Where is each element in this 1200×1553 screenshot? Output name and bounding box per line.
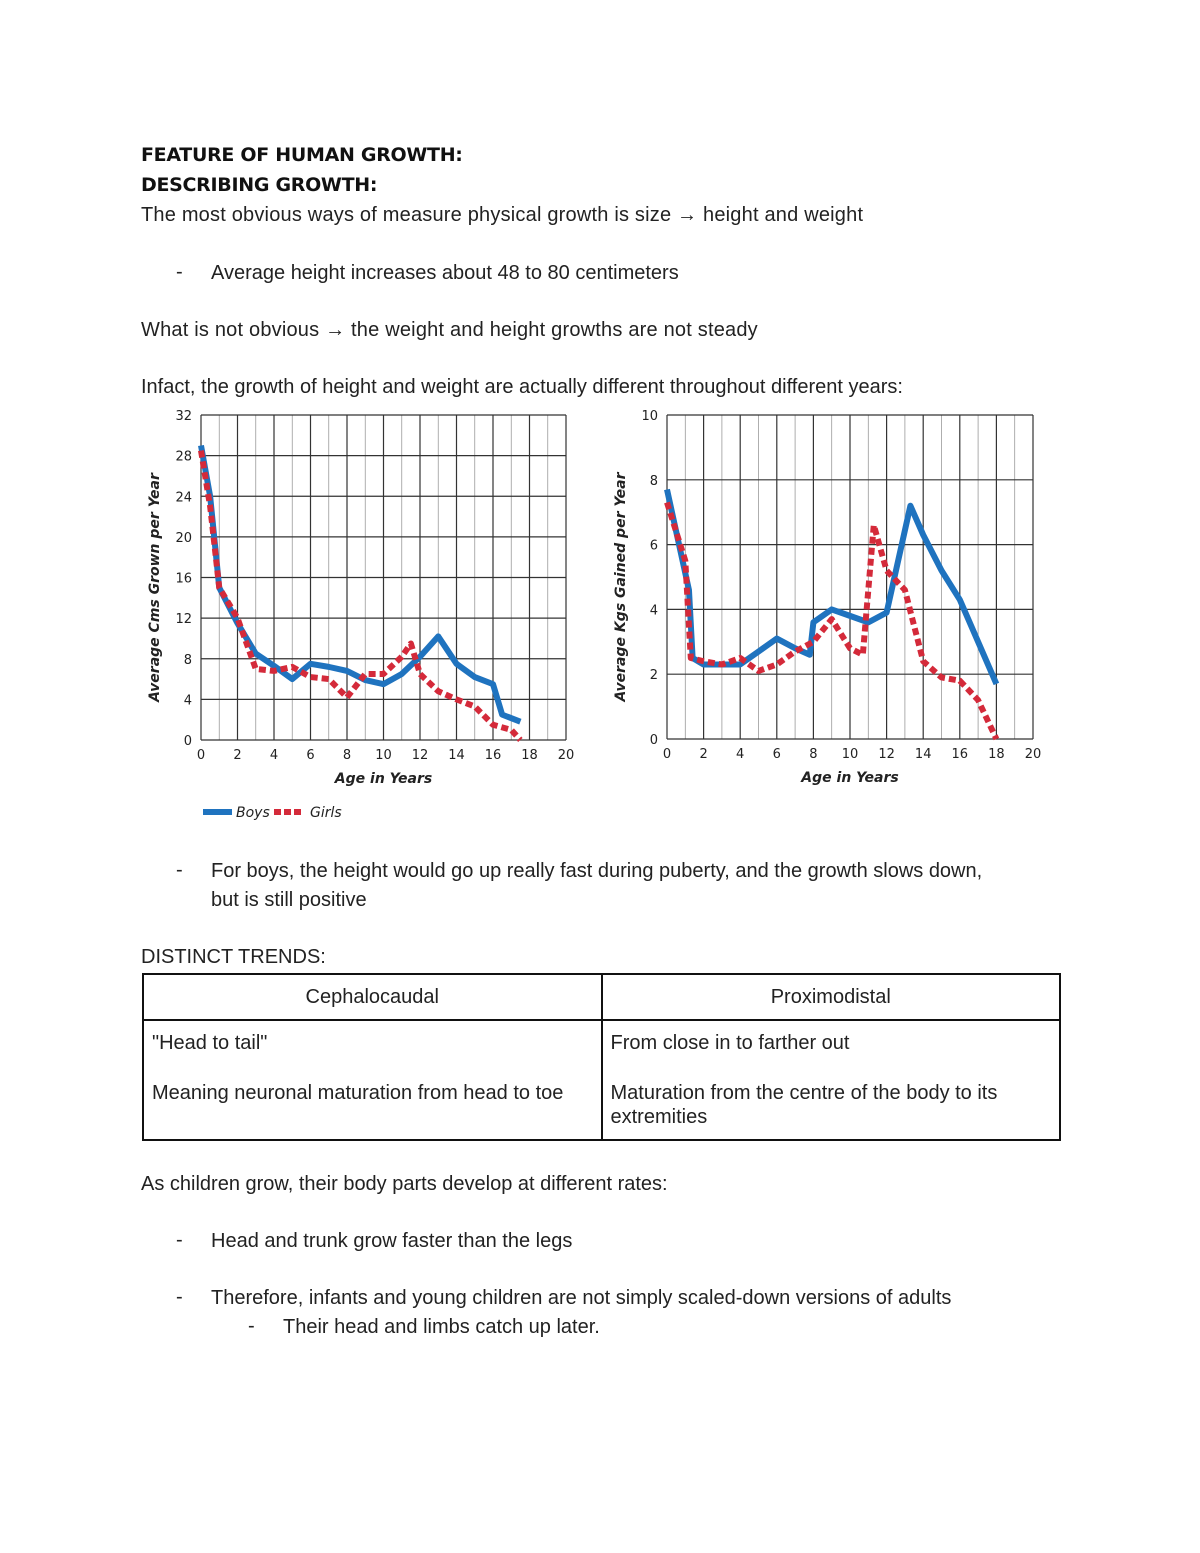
x-tick-label: 12 (878, 747, 895, 762)
y-axis-label: Average Kgs Gained per Year (613, 472, 629, 702)
trends-heading: DISTINCT TRENDS: (141, 946, 326, 968)
bullet-average-height: Average height increases about 48 to 80 centimeters (211, 262, 679, 284)
table-header-cephalocaudal: Cephalocaudal (143, 974, 602, 1020)
bullet-dash: - (176, 1286, 183, 1308)
y-tick-label: 4 (649, 603, 658, 619)
x-tick-label: 6 (306, 748, 315, 763)
y-tick-label: 32 (175, 409, 192, 424)
section-heading: DESCRIBING GROWTH: (141, 174, 378, 196)
y-tick-label: 20 (175, 530, 192, 546)
x-axis-label: Age in Years (801, 770, 899, 786)
height-growth-chart (140, 400, 580, 830)
x-tick-label: 12 (411, 748, 429, 763)
series-line-boys (201, 445, 520, 721)
table-header-proximodistal: Proximodistal (602, 974, 1061, 1020)
x-tick-label: 14 (914, 747, 932, 762)
y-tick-label: 16 (175, 571, 192, 587)
x-tick-label: 16 (484, 748, 502, 763)
bullet-head-trunk: Head and trunk grow faster than the legs (211, 1230, 573, 1252)
legend-label-girls: Girls (310, 805, 342, 821)
x-tick-label: 2 (233, 748, 242, 763)
bullet-dash: - (176, 1229, 183, 1251)
x-tick-label: 6 (772, 747, 781, 762)
trends-table (142, 973, 1061, 1141)
cell-text: From close in to farther out (610, 1032, 850, 1054)
x-tick-label: 4 (269, 748, 279, 763)
x-tick-label: 18 (988, 747, 1005, 762)
x-tick-label: 0 (196, 748, 206, 763)
paragraph-infact: Infact, the growth of height and weight are actually different throughout different years: (141, 376, 903, 398)
y-tick-label: 4 (183, 693, 192, 709)
y-tick-label: 2 (649, 668, 658, 684)
x-tick-label: 14 (448, 748, 465, 763)
table-header-row (143, 974, 1060, 1020)
x-tick-label: 16 (951, 747, 969, 762)
y-tick-label: 8 (649, 473, 658, 489)
bullet-boys-height-line1: For boys, the height would go up really fast during puberty, and the growth slows down, (211, 860, 983, 882)
x-tick-label: 4 (736, 747, 745, 762)
x-tick-label: 2 (699, 747, 708, 762)
table-row (143, 1020, 1060, 1140)
x-tick-label: 0 (662, 747, 672, 762)
sub-bullet-dash: - (248, 1315, 255, 1337)
x-tick-label: 18 (521, 748, 538, 763)
x-tick-label: 8 (342, 748, 352, 763)
series-line-girls (201, 451, 520, 740)
bullet-dash: - (176, 261, 183, 283)
page-heading: FEATURE OF HUMAN GROWTH: (141, 144, 463, 166)
paragraph-body-parts: As children grow, their body parts develop at different rates: (141, 1173, 668, 1195)
cell-text: Maturation from the centre of the body to its extremities (610, 1082, 998, 1128)
paragraph-not-steady: What is not obvious → the weight and height growths are not steady (141, 319, 758, 341)
table-cell-proximodistal (602, 1020, 1061, 1140)
cell-text: Meaning neuronal maturation from head to toe (152, 1082, 564, 1104)
bullet-dash: - (176, 859, 183, 881)
y-tick-label: 0 (183, 734, 192, 749)
x-axis-label: Age in Years (334, 771, 433, 787)
x-tick-label: 10 (375, 748, 392, 763)
bullet-boys-height-line2: but is still positive (211, 889, 367, 911)
cell-text: "Head to tail" (152, 1032, 268, 1054)
x-tick-label: 20 (557, 748, 575, 763)
sub-bullet-catch-up: Their head and limbs catch up later. (283, 1316, 600, 1338)
y-tick-label: 28 (175, 449, 192, 465)
weight-gain-chart (610, 400, 1050, 800)
paragraph-size: The most obvious ways of measure physical growth is size → height and weight (141, 204, 864, 226)
y-axis-label: Average Cms Grown per Year (147, 473, 163, 702)
table-cell-cephalocaudal (143, 1020, 602, 1140)
legend-label-boys: Boys (236, 805, 270, 821)
bullet-not-scaled-down: Therefore, infants and young children are not simply scaled-down versions of adults (211, 1287, 952, 1309)
y-tick-label: 0 (649, 733, 658, 748)
x-tick-label: 20 (1024, 747, 1042, 762)
y-tick-label: 6 (649, 538, 658, 554)
x-tick-label: 8 (809, 747, 818, 762)
y-tick-label: 8 (183, 652, 192, 668)
x-tick-label: 10 (841, 747, 859, 762)
y-tick-label: 10 (641, 409, 658, 424)
y-tick-label: 12 (175, 612, 192, 628)
y-tick-label: 24 (175, 490, 192, 506)
